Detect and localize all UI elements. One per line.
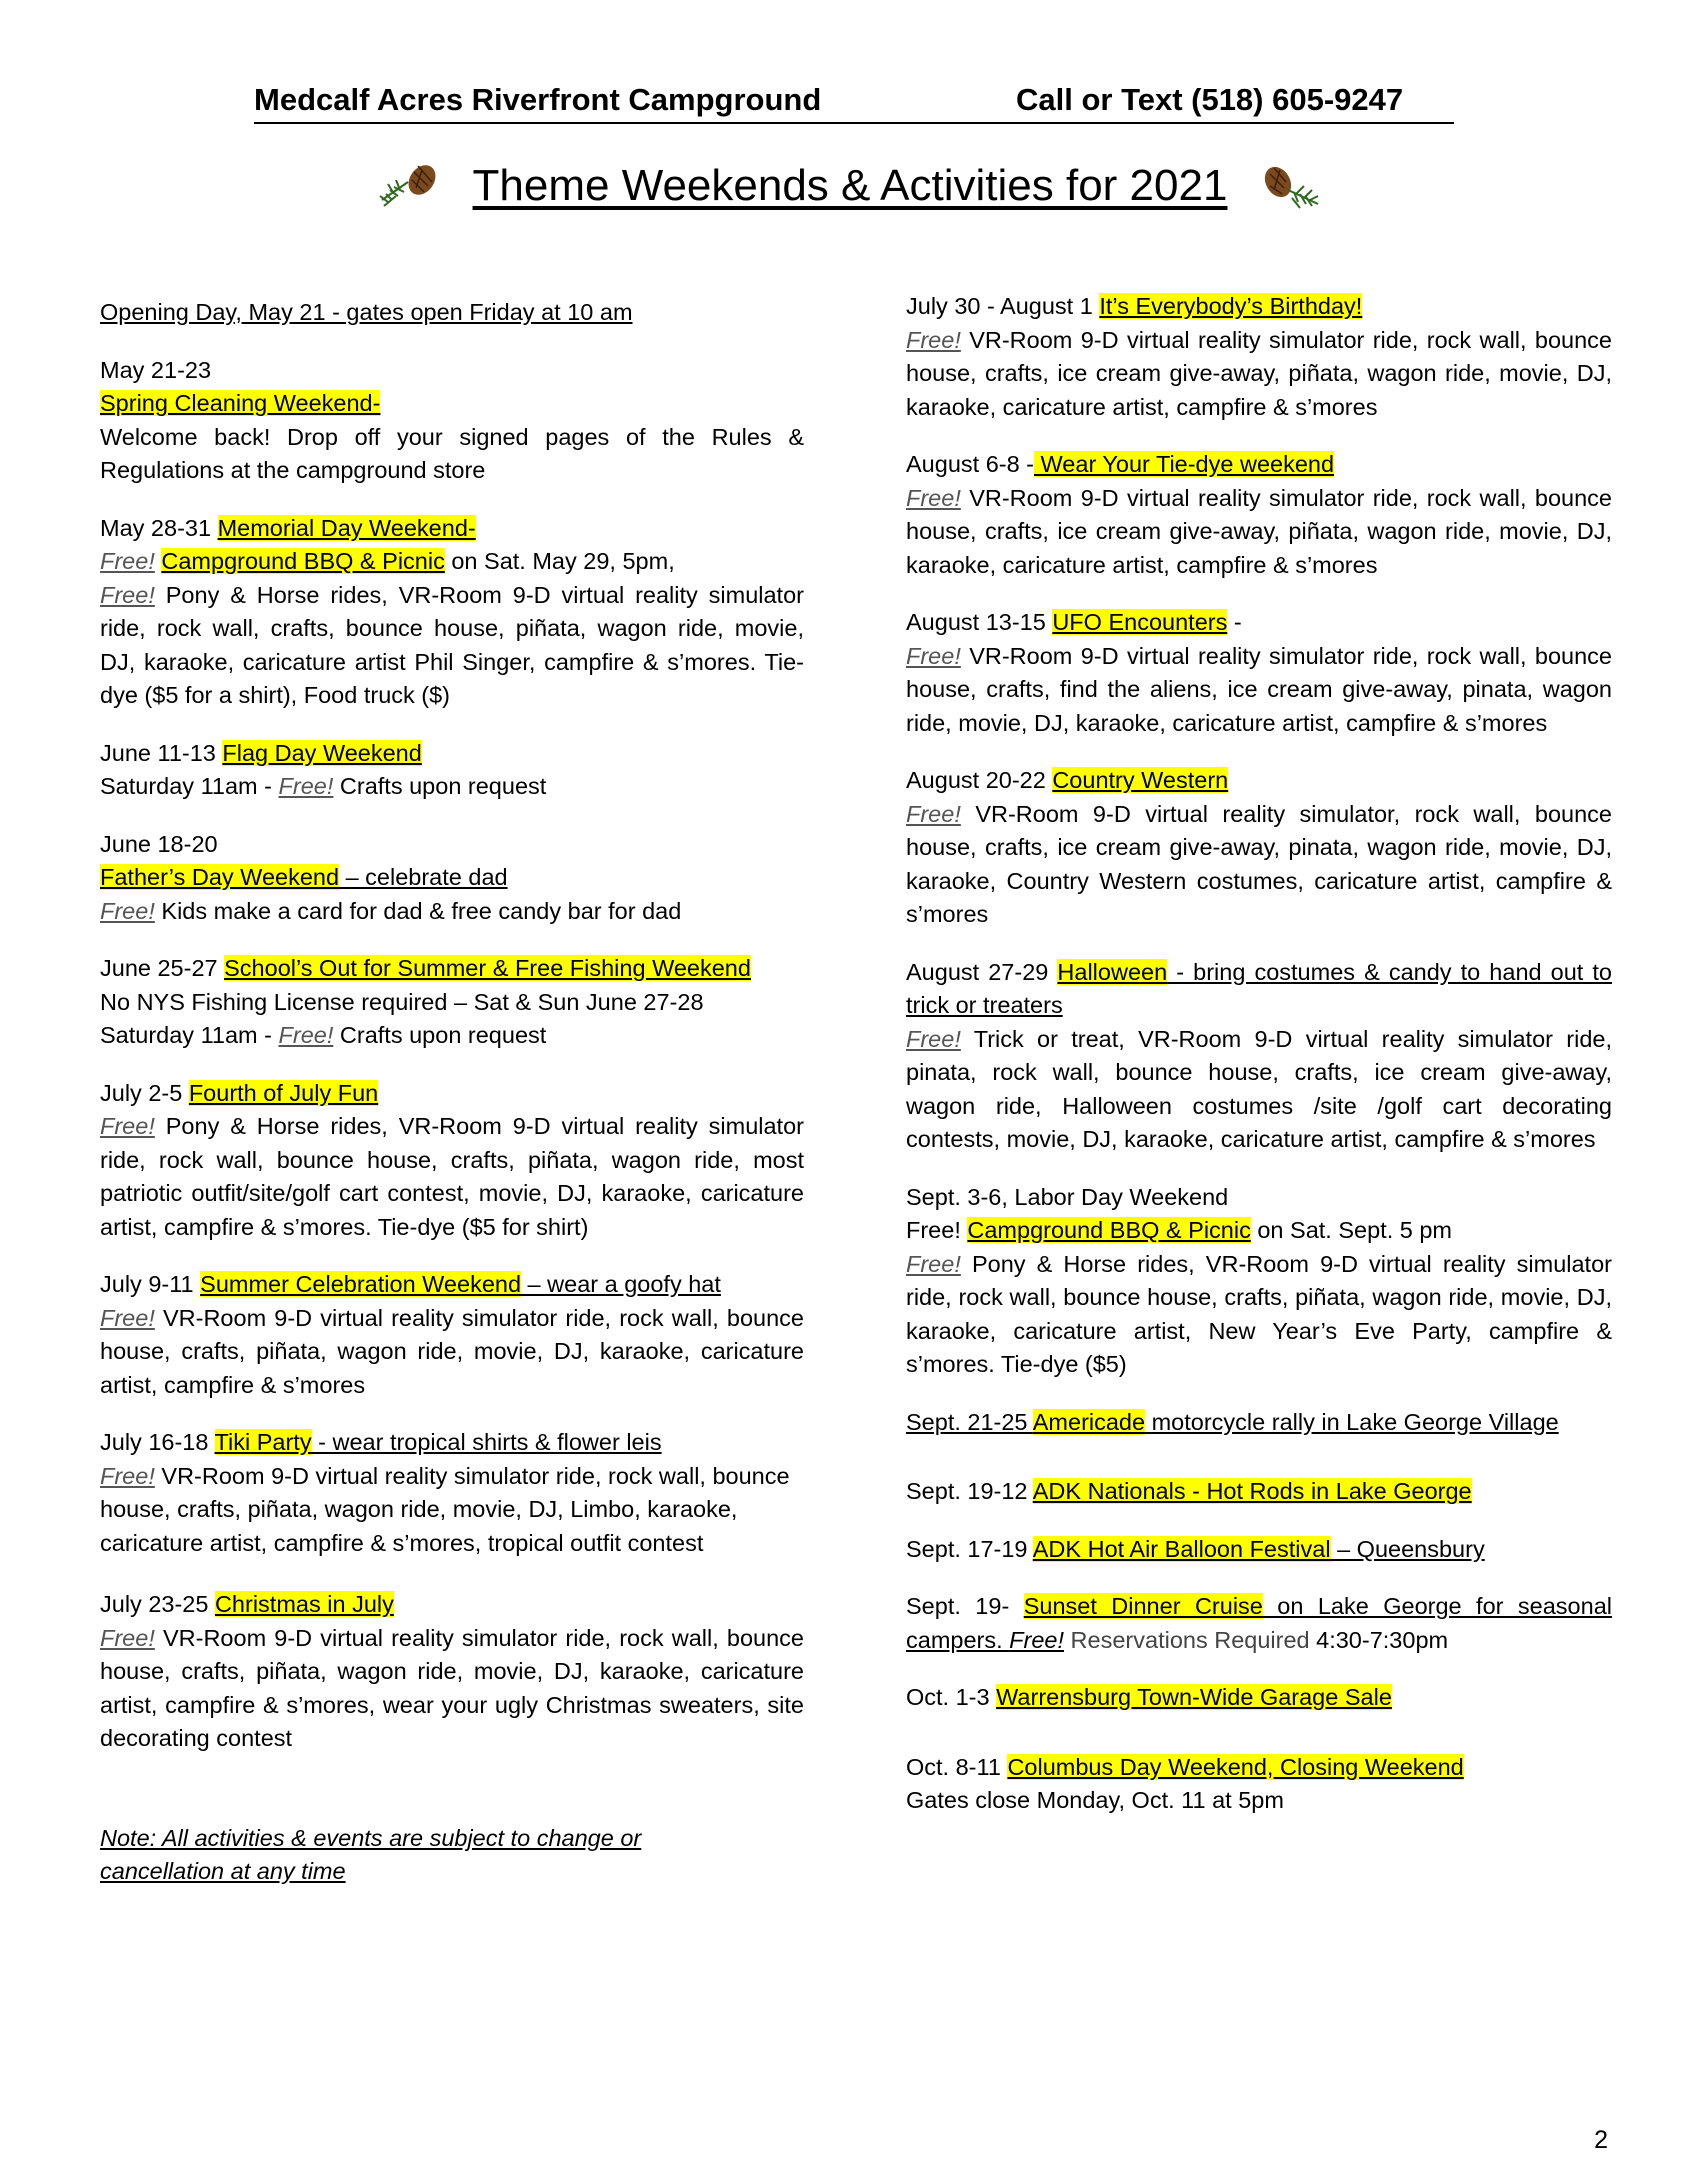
event-balloon-festival: Sept. 17-19 ADK Hot Air Balloon Festival – Queensbury (906, 1535, 1485, 1562)
header-underline (254, 122, 1454, 124)
page-header (254, 82, 1454, 126)
event-halloween: August 27-29 Halloween - bring costumes & candy to hand out to trick or treaters Free! Trick or treat, VR-Room 9-D virtual reality simulator ride, pinata, rock wall, bounce house, crafts, ice cream give-away, wagon ride, Halloween costumes /site /golf cart decorating contests, movie, DJ, karaoke, caricature artist, campfire & s’mores (906, 958, 1612, 1152)
event-spring-cleaning: May 21-23 Spring Cleaning Weekend- Welcome back! Drop off your signed pages of the Rules & Regulations at the campground store (100, 356, 804, 483)
event-sunset-cruise: Sept. 19- Sunset Dinner Cruise on Lake George for seasonal campers. Free! Reservations Required 4:30-7:30pm (906, 1593, 1612, 1653)
page-title-row (0, 160, 1700, 216)
event-fathers-day: June 18-20 Father’s Day Weekend – celebrate dad Free! Kids make a card for dad & free candy bar for dad (100, 830, 682, 924)
right-column (906, 290, 1612, 1842)
phone-number: Call or Text (518) 605-9247 (1016, 82, 1404, 117)
event-columbus-day: Oct. 8-11 Columbus Day Weekend, Closing Weekend Gates close Monday, Oct. 11 at 5pm (906, 1753, 1464, 1813)
disclaimer-note: Note: All activities & events are subject to change or cancellation at any time (100, 1824, 642, 1884)
event-summer-celebration: July 9-11 Summer Celebration Weekend – wear a goofy hat Free! VR-Room 9-D virtual reality simulator ride, rock wall, bounce house, crafts, piñata, wagon ride, movie, DJ, karaoke, caricature artist, campfire & s’mores (100, 1271, 804, 1398)
page-title: Theme Weekends & Activities for 2021 (472, 160, 1228, 210)
opening-day: Opening Day, May 21 - gates open Friday at 10 am (100, 299, 633, 325)
event-christmas-in-july: July 23-25 Christmas in July Free! VR-Room 9-D virtual reality simulator ride, rock wall, bounce house, crafts, piñata, wagon ride, movie, DJ, karaoke, caricature artist, campfire & s’mores, wear your ugly Christmas sweaters, site decorating contest (100, 1591, 804, 1751)
event-ufo-encounters: August 13-15 UFO Encounters - Free! VR-Room 9-D virtual reality simulator ride, rock wall, bounce house, crafts, find the aliens, ice cream give-away, pinata, wagon ride, movie, DJ, karaoke, caricature artist, campfire & s’mores (906, 609, 1612, 736)
event-tiki-party: July 16-18 Tiki Party - wear tropical shirts & flower leis Free! VR-Room 9-D virtual reality simulator ride, rock wall, bounce house, crafts, piñata, wagon ride, movie, DJ, Limbo, karaoke, caricature artist, campfire & s’mores, tropical outfit contest (100, 1429, 790, 1556)
event-everybodys-birthday: July 30 - August 1 It’s Everybody’s Birthday! Free! VR-Room 9-D virtual reality simulator ride, rock wall, bounce house, crafts, ice cream give-away, piñata, wagon ride, movie, DJ, karaoke, caricature artist, campfire & s’mores (906, 293, 1612, 420)
pine-cone-icon (1252, 160, 1322, 216)
event-labor-day: Sept. 3-6, Labor Day Weekend Free! Campground BBQ & Picnic on Sat. Sept. 5 pm Free! Pony & Horse rides, VR-Room 9-D virtual reality simulator ride, rock wall, bounce house, crafts, piñata, wagon ride, movie, DJ, karaoke, caricature artist, New Year’s Eve Party, campfire & s’mores. Tie-dye ($5) (906, 1183, 1612, 1377)
event-garage-sale: Oct. 1-3 Warrensburg Town-Wide Garage Sale (906, 1684, 1392, 1710)
event-adk-nationals: Sept. 19-12 ADK Nationals - Hot Rods in Lake George (906, 1478, 1472, 1504)
event-memorial-day: May 28-31 Memorial Day Weekend- Free! Campground BBQ & Picnic on Sat. May 29, 5pm, Free! Pony & Horse rides, VR-Room 9-D virtual reality simulator ride, rock wall, crafts, bounce house, piñata, wagon ride, movie, DJ, karaoke, caricature artist Phil Singer, campfire & s’mores. Tie-dye ($5 for a shirt), Food truck ($) (100, 514, 804, 708)
event-flag-day: June 11-13 Flag Day Weekend Saturday 11am - Free! Crafts upon request (100, 739, 547, 799)
event-tie-dye: August 6-8 - Wear Your Tie-dye weekend Free! VR-Room 9-D virtual reality simulator ride, rock wall, bounce house, crafts, ice cream give-away, piñata, wagon ride, movie, DJ, karaoke, caricature artist, campfire & s’mores (906, 451, 1612, 578)
event-schools-out: June 25-27 School’s Out for Summer & Free Fishing Weekend No NYS Fishing License required – Sat & Sun June 27-28 Saturday 11am - Free! Crafts upon request (100, 955, 751, 1048)
event-country-western: August 20-22 Country Western Free! VR-Room 9-D virtual reality simulator, rock wall, bounce house, crafts, ice cream give-away, pinata, wagon ride, movie, DJ, karaoke, Country Western costumes, caricature artist, campfire & s’mores (906, 767, 1612, 927)
event-fourth-of-july: July 2-5 Fourth of July Fun Free! Pony & Horse rides, VR-Room 9-D virtual reality simulator ride, rock wall, bounce house, crafts, piñata, wagon ride, most patriotic outfit/site/golf cart contest, movie, DJ, karaoke, caricature artist, campfire & s’mores. Tie-dye ($5 for shirt) (100, 1079, 804, 1240)
page-number: 2 (1594, 2126, 1608, 2154)
left-column (100, 296, 804, 1889)
pine-cone-icon (378, 160, 448, 216)
campground-name: Medcalf Acres Riverfront Campground (254, 82, 822, 117)
event-americade: Sept. 21-25 Americade motorcycle rally in Lake George Village (906, 1408, 1559, 1435)
